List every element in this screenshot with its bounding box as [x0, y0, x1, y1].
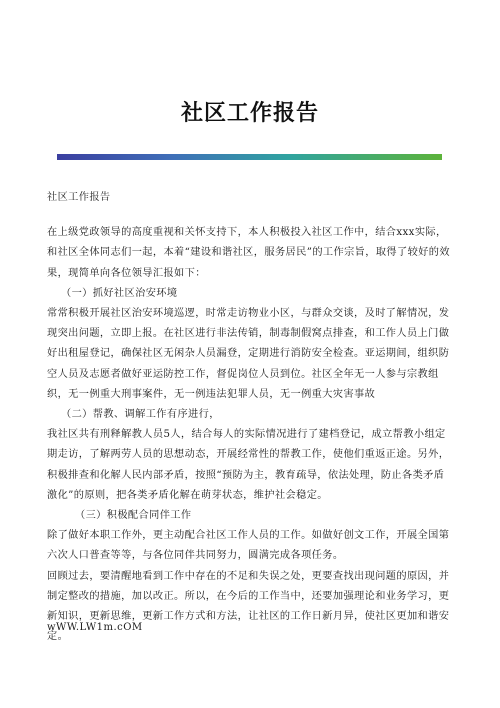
document-subtitle: 社区工作报告	[47, 192, 111, 203]
section2-paragraph: 我社区共有刑释解教人员5人，结合每人的实际情况进行了建档登记，成立帮教小组定期走访，了解两劳人员的思想动态，开展经常性的帮教工作，使他们重返正途。另外，积极排查和化解人民内部矛盾，按照“预防为主，教育疏导，依法处理，防止各类矛盾激化”的原则，把各类矛盾化解在萌芽状态，维护社会稳定。	[47, 429, 450, 501]
section3-heading: （三）积极配合同伴工作	[75, 510, 192, 522]
section3-paragraph: 除了做好本职工作外，更主动配合社区工作人员的工作。如做好创文工作，开展全国第六次人口普查等等，与各位同伴共同努力，圆满完成各项任务。	[47, 530, 450, 562]
document-title: 社区工作报告	[180, 101, 319, 126]
document-body	[47, 188, 452, 647]
section1-heading: （一）抓好社区治安环境	[61, 287, 178, 299]
website-footer: wWW.LW1m.cOM	[47, 622, 143, 633]
closing-paragraph: 回顾过去，要清醒地看到工作中存在的不足和失误之处，更要查找出现问题的原因，并制定整改的措施，加以改正。所以，在今后的工作当中，还要加强理论和业务学习，更新知识，更新思维，更新工作方式和方法，让社区的工作日新月异，使社区更加和谐安定。	[47, 570, 450, 643]
title-divider	[57, 154, 442, 160]
section2-heading: （二）帮教、调解工作有序进行，	[61, 409, 220, 421]
intro-paragraph: 在上级党政领导的高度重视和关怀支持下，本人积极投入社区工作中，结合xxx实际，和社区全体同志们一起，本着“建设和谐社区，服务居民”的工作宗旨，取得了较好的效果，现简单向各位领导汇报如下：	[47, 227, 450, 279]
section1-paragraph: 常常积极开展社区治安环境巡逻，时常走访物业小区，与群众交谈，及时了解情况，发现突出问题，立即上报。在社区进行非法传销，制毒制假窝点排查，和工作人员上门做好出租屋登记，确保社区无闲杂人员漏登，定期进行消防安全检查。亚运期间，组织防空人员及志愿者做好亚运防控工作，督促岗位人员到位。社区全年无一人参与宗教组织，无一例重大刑事案件，无一例违法犯罪人员，无一例重大灾害事故	[47, 308, 450, 400]
